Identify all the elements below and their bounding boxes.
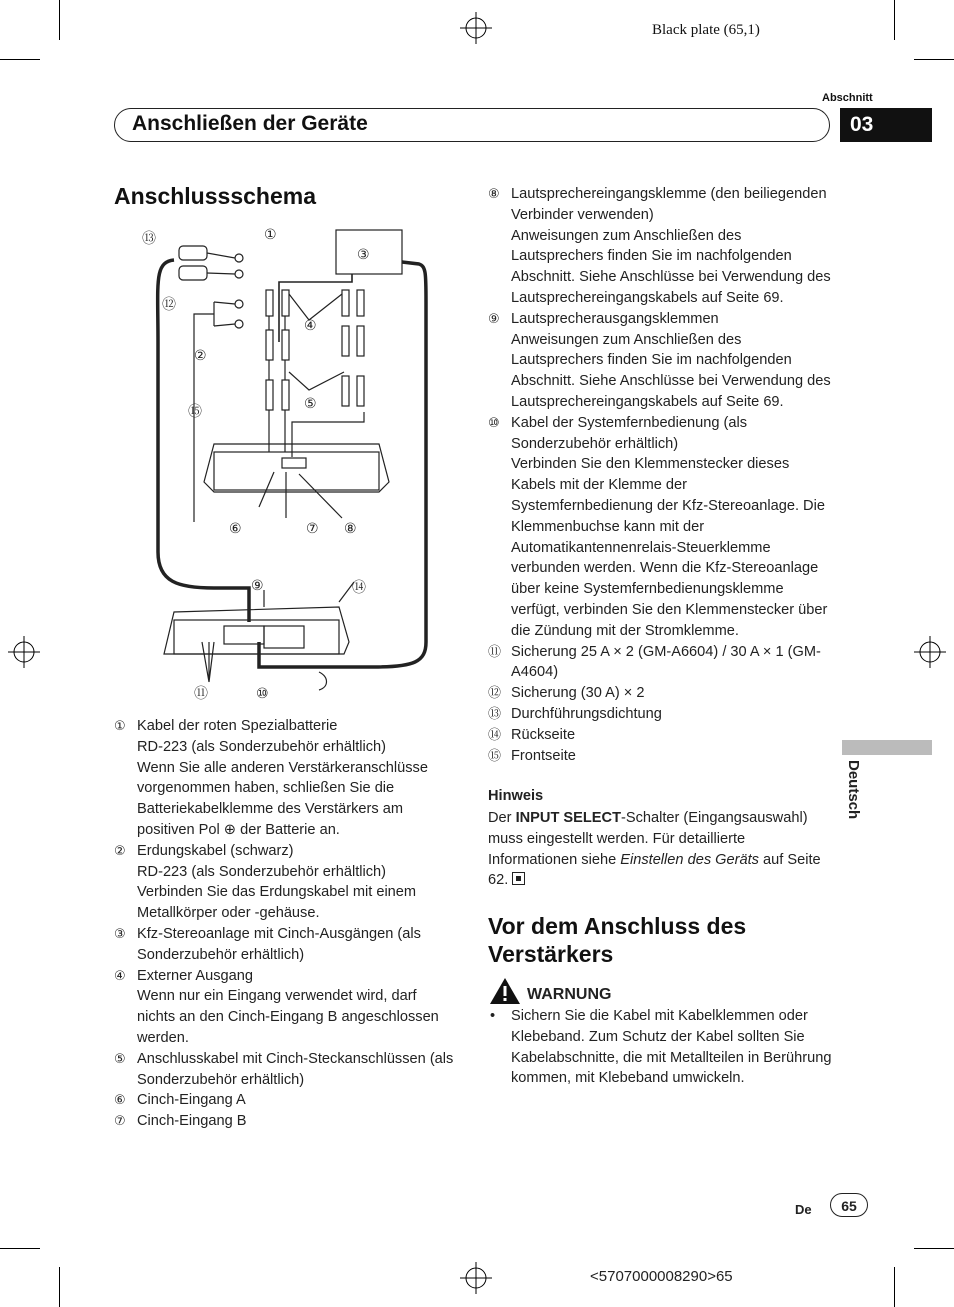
list-item: ⑤ Anschlusskabel mit Cinch-Steckanschlüssen (als Sonderzubehör erhältlich) [114, 1050, 454, 1088]
crop-mark [914, 1248, 954, 1249]
item-number: ⑭ [488, 726, 502, 742]
list-item: ⑫ Sicherung (30 A) × 2 [488, 683, 832, 704]
callout-13: ⑬ [142, 231, 156, 247]
plate-label: Black plate (65,1) [652, 22, 760, 38]
warning-icon [488, 976, 522, 1006]
list-item: ① Kabel der roten Spezialbatterie RD-223 (als Sonderzubehör erhältlich) Wenn Sie alle anderen Verstärkeranschlüsse vorgenommen haben, schließen Sie die Batteriekabelklemme des Verstärkers am positiven Pol ⊕ der Batterie an. [114, 718, 428, 838]
document-code: <5707000008290>65 [590, 1268, 733, 1285]
callout-12: ⑫ [162, 297, 176, 313]
callout-11: ⑪ [194, 686, 208, 702]
list-item: ⑧ Lautsprechereingangsklemme (den beiliegenden Verbinder verwenden) Anweisungen zum Anschließen des Lautsprechers finden Sie im nachfolgenden Abschnitt. Siehe Anschlüsse bei Verwendung des Lautsprechereingangskabels auf Seite 69. [488, 186, 831, 306]
crop-mark [894, 1267, 895, 1307]
end-mark-icon [512, 872, 525, 885]
callout-3: ③ [357, 247, 370, 263]
bullet-icon: • [490, 1008, 496, 1024]
callout-4: ④ [304, 318, 317, 334]
callout-15: ⑮ [188, 404, 202, 420]
list-item: ⑮ Frontseite [488, 746, 832, 767]
list-item: ⑨ Lautsprecherausgangsklemmen Anweisungen zum Anschließen des Lautsprechers finden Sie im nachfolgenden Abschnitt. Siehe Anschlüsse bei Verwendung des Lautsprechereingangskabels auf Seite 69. [488, 310, 831, 410]
callout-1: ① [264, 227, 277, 243]
item-number: ② [114, 842, 126, 858]
note-title: Hinweis [488, 788, 544, 804]
fuse-holder-shape [179, 266, 207, 280]
item-number: ⑦ [114, 1113, 126, 1129]
item-number: ⑬ [488, 705, 502, 721]
rca-plugs-shape [266, 290, 364, 410]
list-item: ② Erdungskabel (schwarz) RD-223 (als Sonderzubehör erhältlich) Verbinden Sie das Erdungskabel mit einem Metallkörper oder -gehäuse. [114, 842, 417, 922]
section-title: Anschließen der Geräte [132, 112, 368, 135]
list-item: ③ Kfz-Stereoanlage mit Cinch-Ausgängen (als Sonderzubehör erhältlich) [114, 925, 421, 963]
callout-2: ② [194, 348, 207, 364]
crop-mark [0, 59, 40, 60]
legend-list-left [114, 716, 456, 1132]
legend-list-right [488, 184, 832, 766]
item-number: ⑥ [114, 1092, 126, 1108]
item-number: ⑩ [488, 414, 500, 430]
list-item: ⑦ Cinch-Eingang B [114, 1111, 456, 1132]
callout-6: ⑥ [229, 521, 242, 537]
warning-bullet: • Sichern Sie die Kabel mit Kabelklemmen oder Klebeband. Zum Schutz der Kabel sollten Sie Kabelabschnitte, die mit Metallteilen in Berührung kommen, mit Klebeband umwickeln. [490, 1008, 832, 1087]
item-number: ③ [114, 925, 126, 941]
chapter-number: 03 [840, 108, 932, 142]
item-number: ⑤ [114, 1050, 126, 1066]
registration-mark-icon [914, 636, 946, 668]
warning-title: WARNUNG [527, 986, 612, 1003]
language-tab [842, 740, 932, 755]
section-label: Abschnitt [822, 92, 873, 104]
callout-5: ⑤ [304, 396, 317, 412]
page-title: Anschlussschema [114, 183, 316, 209]
crop-mark [914, 59, 954, 60]
registration-mark-icon [8, 636, 40, 668]
list-item: ⑪ Sicherung 25 A × 2 (GM-A6604) / 30 A × 1 (GM-A4604) [488, 643, 821, 681]
crop-mark [0, 1248, 40, 1249]
section-heading: Vor dem Anschluss des Verstärkers [488, 913, 747, 967]
language-code: De [795, 1202, 812, 1217]
item-number: ① [114, 718, 126, 733]
note-text: Der INPUT SELECT-Schalter (Eingangsauswahl) muss eingestellt werden. Für detaillierte Informationen siehe Einstellen des Geräts auf Seite 62. [488, 810, 821, 889]
callout-9: ⑨ [251, 578, 264, 594]
wiring-diagram [114, 222, 444, 710]
callout-8: ⑧ [344, 521, 357, 537]
item-number: ⑧ [488, 186, 500, 201]
registration-mark-icon [460, 1262, 492, 1294]
item-number: ⑨ [488, 310, 500, 326]
crop-mark [894, 0, 895, 40]
fuse-holder-shape [179, 246, 207, 260]
list-item: ④ Externer Ausgang Wenn nur ein Eingang verwendet wird, darf nichts an den Cinch-Eingang B angeschlossen werden. [114, 967, 439, 1046]
callout-10: ⑩ [256, 686, 269, 702]
crop-mark [59, 0, 60, 40]
callout-14: ⑭ [352, 580, 366, 596]
page-number: 65 [830, 1193, 868, 1217]
list-item: ⑩ Kabel der Systemfernbedienung (als Sonderzubehör erhältlich) Verbinden Sie den Klemmenstecker dieses Kabels mit der Klemme der Systemfernbedienung der Kfz-Stereoanlage. Die Klemmenbuchse kann mit der Automatikantennenrelais-Steuerklemme verbunden werden. Wenn die Kfz-Stereoanlage über keine Systemfernbedienungsklemme verfügt, verbinden Sie den Klemmenstecker über die Zündung mit der Stromklemme. [488, 414, 828, 639]
item-number: ⑮ [488, 747, 502, 763]
item-number: ⑫ [488, 685, 502, 701]
crop-mark [59, 1267, 60, 1307]
callout-7: ⑦ [306, 521, 319, 537]
list-item: ⑥ Cinch-Eingang A [114, 1090, 456, 1111]
list-item: ⑭ Rückseite [488, 725, 832, 746]
registration-mark-icon [460, 12, 492, 44]
item-number: ④ [114, 967, 126, 983]
item-number: ⑪ [488, 643, 502, 659]
amplifier-rear-shape [164, 607, 349, 654]
list-item: ⑬ Durchführungsdichtung [488, 704, 832, 725]
language-label: Deutsch [845, 760, 862, 820]
